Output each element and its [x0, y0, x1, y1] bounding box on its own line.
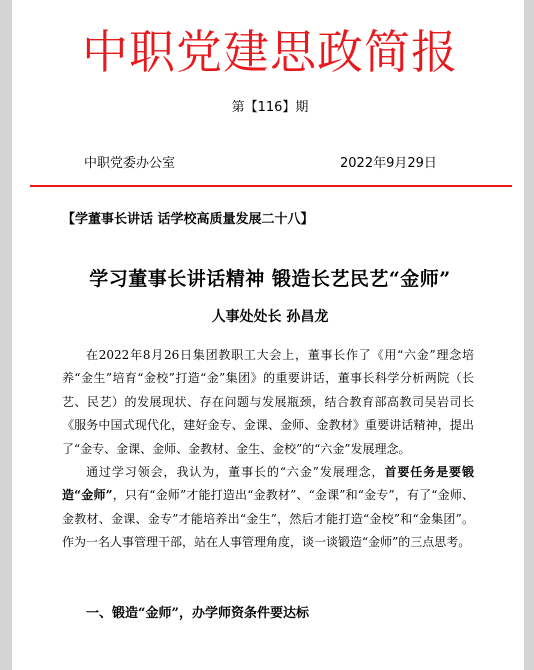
issue-number: 第【116】期	[231, 100, 309, 115]
issuing-office: 中职党委办公室	[84, 156, 176, 171]
section-heading-1: 一、锻造“金师”，办学师资条件要达标	[86, 606, 309, 621]
masthead-divider	[30, 185, 512, 187]
newsletter-masthead: 中职党建思政简报	[82, 25, 458, 79]
page-margin-right	[524, 0, 534, 670]
article-author: 人事处处长 孙昌龙	[211, 309, 329, 325]
issue-date: 2022年9月29日	[340, 156, 437, 171]
paragraph-1: 在2022年8月26日集团教职工大会上，董事长作了《用“六金”理念培养“金生”培育“金校”打造“金”集团》的重要讲话，董事长科学分析两院（长艺、民艺）的发展现状、存在问题与发展瓶颈，结合教育部高教司吴岩司长《服务中国式现代化，建好金专、金课、金师、金教材》重要讲话精神，提出了“金专、金课、金师、金教材、金生、金校”的“六金”发展理念。	[62, 348, 474, 456]
article-title: 学习董事长讲话精神 锻造长艺民艺“金师”	[89, 268, 451, 290]
paragraph-2-lead: 通过学习领会，我认为，董事长的“六金”发展理念，	[86, 465, 385, 480]
article-body	[62, 344, 474, 555]
column-tag: 【学董事长讲话 话学校高质量发展二十八】	[62, 212, 314, 227]
paragraph-2-emphasis: 首要任务是要锻造“金师”	[62, 465, 474, 503]
paragraph-2-rest: ，只有“金师”才能打造出“金教材”、“金课”和“金专”，有了“金师、金教材、金课、金专”才能培养出“金生”，然后才能打造“金校”和“金集团”。作为一名人事管理干部，站在人事管理角度，谈一谈锻造“金师”的三点思考。	[62, 488, 474, 550]
page-margin-left	[0, 0, 12, 670]
paragraph-2	[62, 461, 474, 555]
